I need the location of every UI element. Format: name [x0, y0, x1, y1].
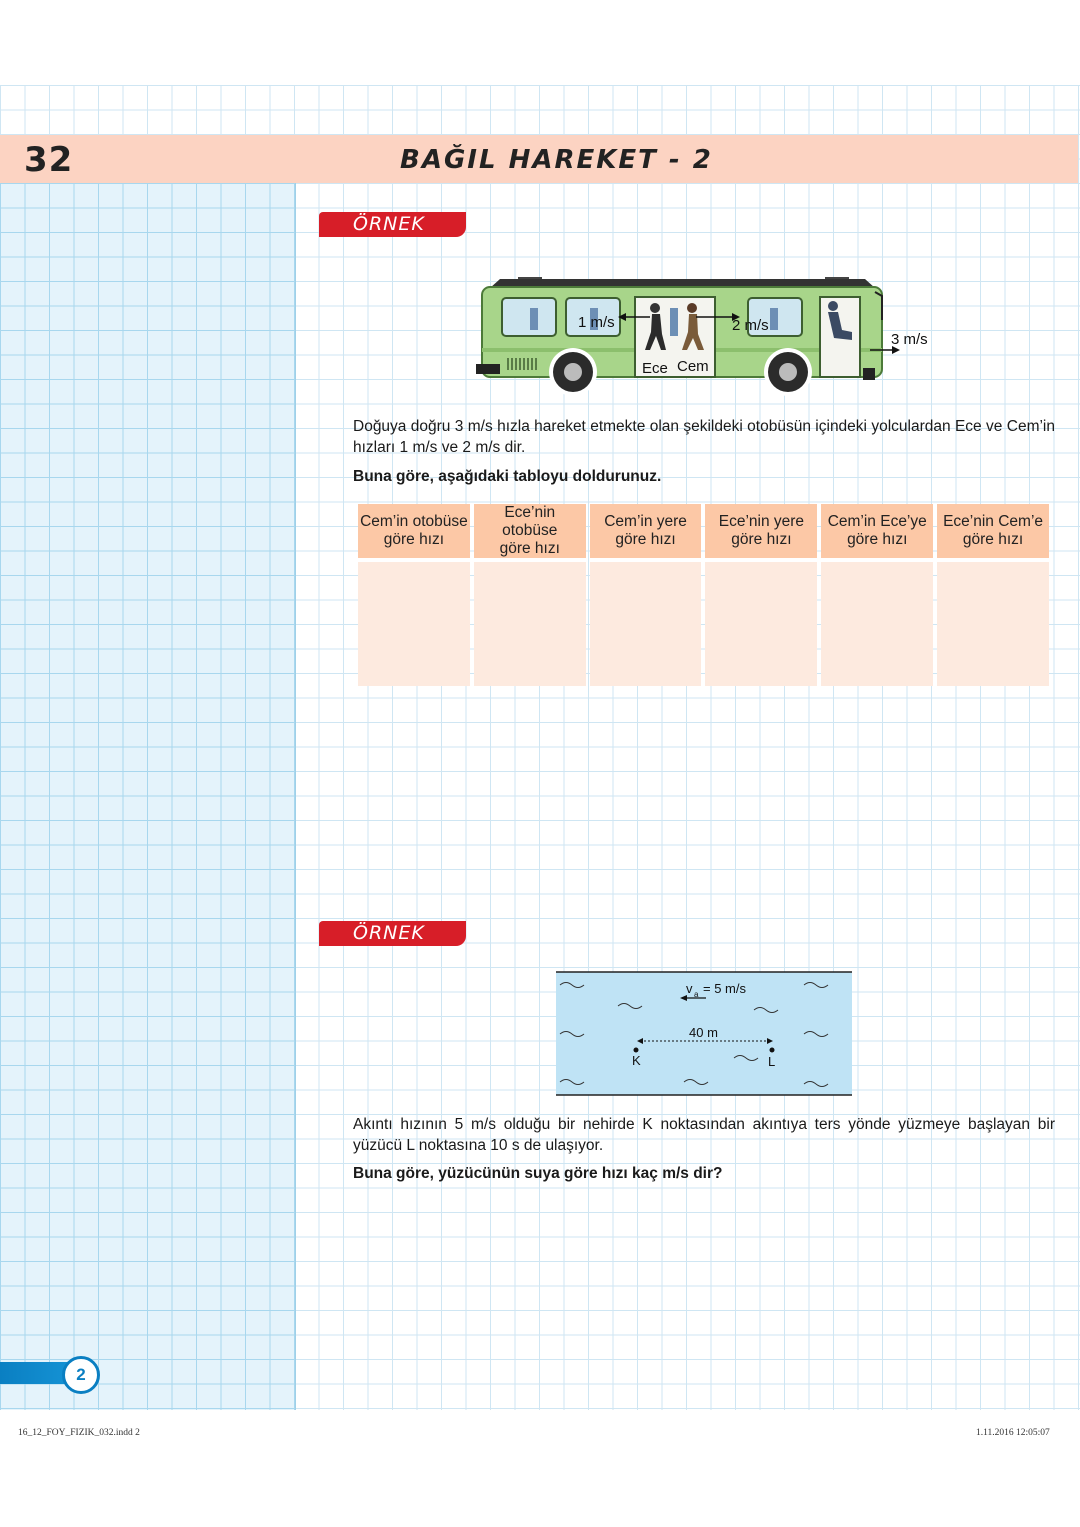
- speed-label-cem: 2 m/s: [732, 317, 769, 334]
- example1-question: Buna göre, aşağıdaki tabloyu doldurunuz.: [353, 468, 662, 485]
- speed-label-ece: 1 m/s: [578, 314, 615, 331]
- table-header: Cem’in yere göre hızı: [590, 504, 702, 558]
- answer-cell[interactable]: [705, 558, 817, 686]
- example1-text: Doğuya doğru 3 m/s hızla hareket etmekte olan şekildeki otobüsün içindeki yolculardan Ece ve Cem’in hızları 1 m/s ve 2 m/s dir.: [353, 418, 1055, 456]
- footer-datetime: 1.11.2016 12:05:07: [976, 1428, 1050, 1438]
- page-number: 32: [24, 140, 74, 180]
- answer-cell[interactable]: [937, 558, 1049, 686]
- table-header: Ece’nin yere göre hızı: [705, 504, 817, 558]
- example2-question: Buna göre, yüzücünün suya göre hızı kaç m/s dir?: [353, 1165, 723, 1182]
- passenger-label-ece: Ece: [642, 360, 668, 377]
- answer-cell[interactable]: [590, 558, 702, 686]
- example2-text: Akıntı hızının 5 m/s olduğu bir nehirde K noktasından akıntıya ters yönde yüzmeye başlayan bir yüzücü L noktasına 10 s de ulaşıyor.: [353, 1116, 1055, 1154]
- passenger-label-cem: Cem: [677, 358, 709, 375]
- distance-label: 40 m: [689, 1025, 718, 1040]
- river-figure: [556, 970, 852, 1096]
- speed-label-bus: 3 m/s: [891, 331, 928, 348]
- table-answer-row: [358, 558, 1049, 686]
- table-header: Cem’in Ece’ye göre hızı: [821, 504, 933, 558]
- side-tab-bar: [0, 1362, 70, 1384]
- table-header: Ece’nin Cem’e göre hızı: [937, 504, 1049, 558]
- footer-file: 16_12_FOY_FIZIK_032.indd 2: [18, 1428, 140, 1438]
- example-badge-2: ÖRNEK: [319, 921, 466, 946]
- point-k-label: K: [632, 1053, 641, 1068]
- table-header: Cem’in otobüse göre hızı: [358, 504, 470, 558]
- page-title: BAĞIL HAREKET - 2: [400, 145, 713, 175]
- point-k-marker: [634, 1048, 639, 1053]
- point-l-label: L: [768, 1054, 776, 1069]
- answer-cell[interactable]: [821, 558, 933, 686]
- answer-cell[interactable]: [474, 558, 586, 686]
- current-label: v: [686, 981, 693, 996]
- answer-cell[interactable]: [358, 558, 470, 686]
- side-tab-number: 2: [62, 1356, 100, 1394]
- speed-table: [354, 504, 1053, 686]
- table-header: Ece’nin otobüse göre hızı: [474, 504, 586, 558]
- bus-figure: [470, 270, 940, 400]
- table-header-row: [358, 504, 1049, 558]
- current-value: = 5 m/s: [703, 981, 746, 996]
- current-subscript: a: [694, 990, 699, 999]
- point-l-marker: [770, 1048, 775, 1053]
- example-badge-1: ÖRNEK: [319, 212, 466, 237]
- side-margin-panel: [0, 183, 296, 1410]
